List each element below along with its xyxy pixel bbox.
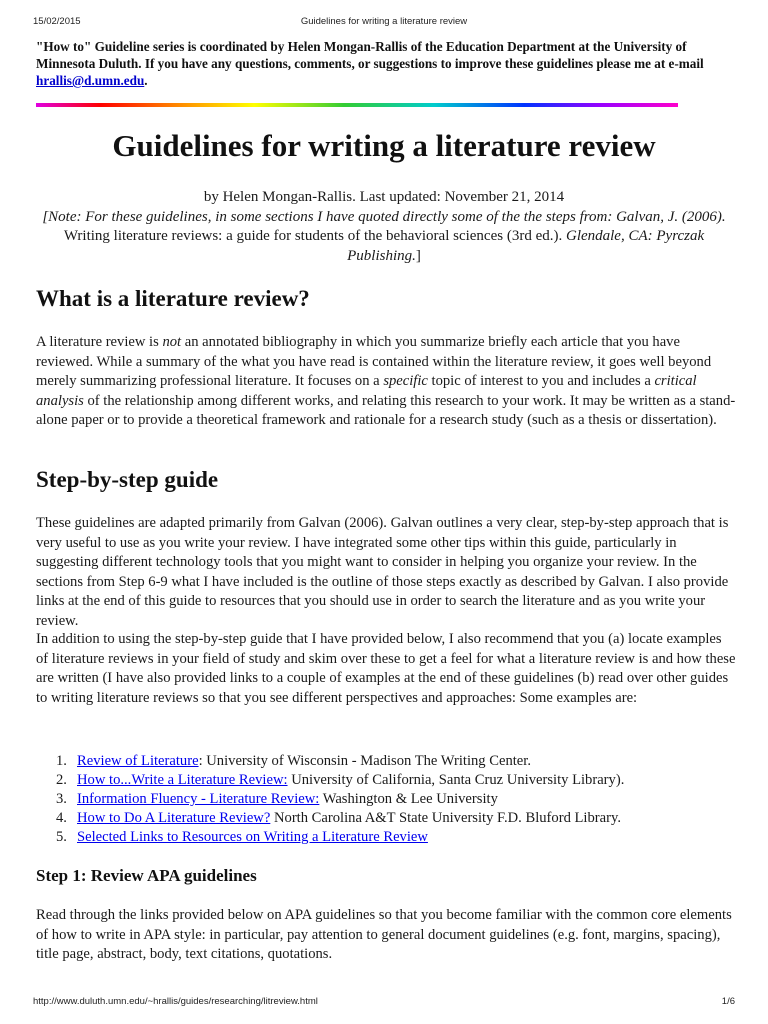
list-number: 1.: [56, 753, 67, 769]
list-item: [36, 828, 736, 847]
example-link[interactable]: How to Do A Literature Review?: [77, 810, 271, 826]
email-link[interactable]: hrallis@d.umn.edu: [36, 73, 145, 88]
list-item: [36, 790, 736, 809]
list-number: 2.: [56, 772, 67, 788]
notice-text: "How to" Guideline series is coordinated by Helen Mongan-Rallis of the Education Department at the University of Minnesota Duluth. If you have any questions, comments, or suggestions to improve these guidelines please me at e-mail: [36, 39, 704, 71]
series-notice: [36, 38, 716, 89]
heading-step-by-step: Step-by-step guide: [36, 467, 219, 492]
notice-end: .: [144, 73, 148, 88]
example-link[interactable]: Review of Literature: [77, 753, 199, 769]
print-url: http://www.duluth.umn.edu/~hrallis/guides/researching/litreview.html: [33, 996, 318, 1007]
byline: [36, 188, 732, 266]
text-run: A literature review is: [36, 334, 163, 350]
example-link[interactable]: How to...Write a Literature Review:: [77, 772, 288, 788]
print-page-title: Guidelines for writing a literature review: [300, 16, 468, 27]
text-run: an annotated bibliography in which you summarize briefly each article that you have reviewed. While a summary of the what you have read is contained within the literature review, it goes well beyond merely summarizing professional literature. It focuses on a: [36, 334, 712, 389]
citation-note-b: Writing literature reviews: a guide for students of the behavioral sciences (3rd ed.).: [63, 228, 566, 244]
heading-step-1: Step 1: Review APA guidelines: [36, 866, 257, 885]
citation-note: [42, 209, 725, 264]
list-item: [36, 809, 736, 828]
citation-note-a: [Note: For these guidelines, in some sections I have quoted directly some of the the steps from: Galvan, J. (2006).: [42, 208, 726, 225]
example-link[interactable]: Selected Links to Resources on Writing a Literature Review: [77, 829, 428, 845]
citation-note-d: ]: [415, 247, 421, 264]
list-number: 4.: [56, 810, 67, 826]
examples-list: [36, 752, 736, 847]
citation-note-c: Glendale, CA: Pyrczak Publishing.: [347, 228, 705, 264]
rainbow-divider: [36, 103, 678, 107]
text-run: topic of interest to you and includes a: [427, 373, 655, 389]
paragraph-step-1: Read through the links provided below on APA guidelines so that you become familiar with the common core elements of how to write in APA style: in particular, pay attention to general document guidelines (e.g. font, margins, spacing), title page, abstract, body, text citations, quotations.: [36, 907, 732, 962]
text-run-emph: specific: [383, 373, 428, 389]
text-run-emph: not: [162, 334, 182, 350]
list-number: 3.: [56, 791, 67, 807]
heading-what-is: What is a literature review?: [36, 286, 310, 311]
author-date: by Helen Mongan-Rallis. Last updated: November 21, 2014: [203, 189, 565, 205]
list-item: [36, 771, 736, 790]
print-page-number: 1/6: [721, 996, 735, 1007]
example-source: North Carolina A&T State University F.D. Bluford Library.: [270, 810, 621, 826]
list-number: 5.: [56, 829, 67, 845]
list-item: [36, 752, 736, 771]
example-source: University of California, Santa Cruz University Library).: [287, 772, 625, 788]
page-title: Guidelines for writing a literature review: [112, 128, 656, 163]
paragraph-what-is: [36, 333, 736, 431]
text-run: of the relationship among different works, and relating this research to your work. It may be written as a stand-alone paper or to provide a theoretical framework and rationale for a research study (such as a thesis or dissertation).: [36, 392, 736, 428]
example-source: Washington & Lee University: [319, 791, 498, 807]
text-run-emph: critical analysis: [36, 373, 697, 409]
paragraph-step-intro: These guidelines are adapted primarily from Galvan (2006). Galvan outlines a very clear, step-by-step approach that is very useful to use as you write your review. I have integrated some other tips within this guide, particularly in suggesting different technology tools that you might want to consider in helping you organize your review. In the sections from Step 6-9 what I have included is the outline of those steps exactly as described by Galvan. I also provide links at the end of this guide to resources that you should use in order to search the literature and as you write your review.: [36, 515, 729, 629]
paragraph-step-examples: In addition to using the step-by-step guide that I have provided below, I also recommend that you (a) locate examples of literature reviews in your field of study and skim over these to get a feel for what a literature review is and how these are written (I have also provided links to a couple of examples at the end of these guidelines (b) read over other guides to writing literature reviews so that you see different perspectives and approaches: Some examples are:: [36, 631, 736, 706]
example-link[interactable]: Information Fluency - Literature Review:: [77, 791, 320, 807]
example-source: : University of Wisconsin - Madison The Writing Center.: [198, 753, 531, 769]
print-date: 15/02/2015: [33, 16, 81, 27]
